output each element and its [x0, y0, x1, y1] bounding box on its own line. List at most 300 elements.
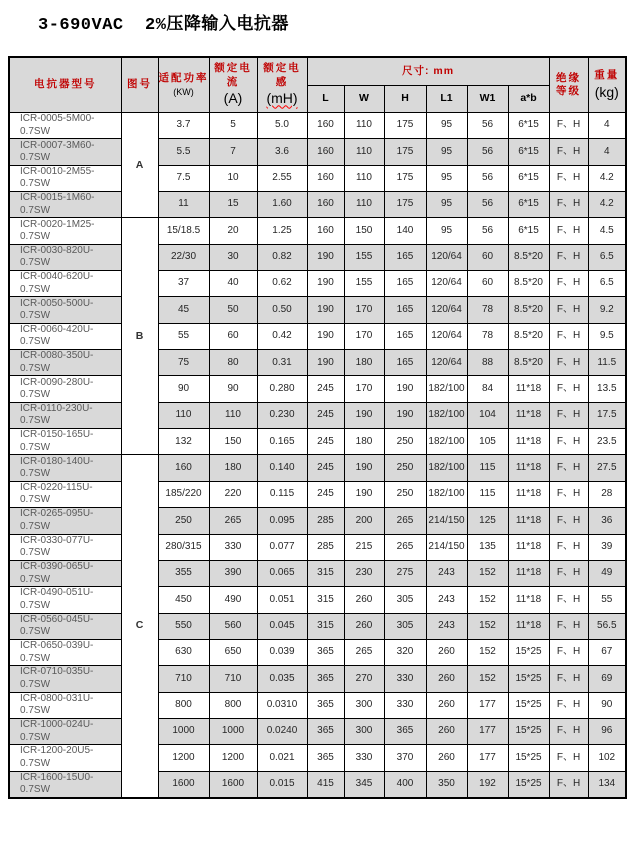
- dim-ab-cell: 11*18: [508, 560, 549, 586]
- dim-ab-cell: 15*25: [508, 745, 549, 771]
- power-cell: 710: [158, 666, 209, 692]
- weight-cell: 39: [588, 534, 626, 560]
- dim-l1-cell: 182/100: [426, 376, 467, 402]
- dim-w1-cell: 56: [467, 165, 508, 191]
- dim-l1-cell: 95: [426, 165, 467, 191]
- header-model: [9, 57, 121, 113]
- dim-l-cell: 315: [307, 560, 344, 586]
- current-cell: 150: [209, 429, 257, 455]
- dim-w-cell: 180: [344, 429, 384, 455]
- weight-cell: 102: [588, 745, 626, 771]
- header-dim-w: [344, 86, 384, 113]
- header-dimensions-label: 尺寸: mm: [401, 64, 455, 77]
- header-power-unit: (KW): [173, 87, 194, 98]
- inductance-cell: 0.140: [257, 455, 307, 481]
- current-cell: 650: [209, 639, 257, 665]
- model-cell: ICR-0180-140U-0.7SW: [9, 455, 121, 481]
- dim-w-cell: 170: [344, 297, 384, 323]
- insulation-cell: F、H: [549, 692, 588, 718]
- dim-ab-cell: 8.5*20: [508, 271, 549, 297]
- dim-l-cell: 315: [307, 587, 344, 613]
- weight-cell: 6.5: [588, 271, 626, 297]
- table-row: [9, 534, 626, 560]
- dim-l1-cell: 182/100: [426, 402, 467, 428]
- dim-h-cell: 175: [384, 139, 426, 165]
- header-dim-h-label: H: [401, 92, 409, 105]
- dim-h-cell: 265: [384, 508, 426, 534]
- dim-w1-cell: 177: [467, 718, 508, 744]
- current-cell: 560: [209, 613, 257, 639]
- current-cell: 1600: [209, 771, 257, 798]
- weight-cell: 11.5: [588, 350, 626, 376]
- inductance-cell: 3.6: [257, 139, 307, 165]
- insulation-cell: F、H: [549, 113, 588, 139]
- insulation-cell: F、H: [549, 244, 588, 270]
- inductance-cell: 0.045: [257, 613, 307, 639]
- inductance-cell: 0.039: [257, 639, 307, 665]
- header-current: [209, 57, 257, 113]
- weight-cell: 69: [588, 666, 626, 692]
- inductance-cell: 0.31: [257, 350, 307, 376]
- dim-h-cell: 330: [384, 692, 426, 718]
- header-figure: [121, 57, 158, 113]
- dim-l1-cell: 120/64: [426, 323, 467, 349]
- header-dim-l-label: L: [322, 92, 329, 105]
- header-insulation-line1: 绝缘: [556, 71, 582, 84]
- dim-h-cell: 165: [384, 244, 426, 270]
- dim-ab-cell: 8.5*20: [508, 244, 549, 270]
- weight-cell: 9.2: [588, 297, 626, 323]
- dim-w-cell: 215: [344, 534, 384, 560]
- dim-l1-cell: 120/64: [426, 297, 467, 323]
- inductance-cell: 0.015: [257, 771, 307, 798]
- header-weight-unit: (kg): [594, 83, 619, 100]
- dim-w1-cell: 56: [467, 218, 508, 244]
- header-weight-label: 重量: [594, 69, 620, 81]
- insulation-cell: F、H: [549, 481, 588, 507]
- inductance-cell: 1.25: [257, 218, 307, 244]
- table-row: [9, 718, 626, 744]
- weight-cell: 23.5: [588, 429, 626, 455]
- dim-l1-cell: 182/100: [426, 429, 467, 455]
- dim-l-cell: 365: [307, 745, 344, 771]
- header-power-label: 适配功率: [158, 71, 209, 84]
- dim-w-cell: 170: [344, 323, 384, 349]
- current-cell: 10: [209, 165, 257, 191]
- dim-w-cell: 150: [344, 218, 384, 244]
- current-cell: 1200: [209, 745, 257, 771]
- table-row: [9, 376, 626, 402]
- dim-h-cell: 190: [384, 376, 426, 402]
- model-cell: ICR-0710-035U-0.7SW: [9, 666, 121, 692]
- table-row: [9, 139, 626, 165]
- insulation-cell: F、H: [549, 323, 588, 349]
- insulation-cell: F、H: [549, 560, 588, 586]
- model-cell: ICR-0265-095U-0.7SW: [9, 508, 121, 534]
- dim-h-cell: 275: [384, 560, 426, 586]
- table-row: [9, 455, 626, 481]
- insulation-cell: F、H: [549, 165, 588, 191]
- table-row: [9, 402, 626, 428]
- model-cell: ICR-0005-5M00-0.7SW: [9, 113, 121, 139]
- inductance-cell: 2.55: [257, 165, 307, 191]
- insulation-cell: F、H: [549, 613, 588, 639]
- model-cell: ICR-0080-350U-0.7SW: [9, 350, 121, 376]
- power-cell: 45: [158, 297, 209, 323]
- table-row: [9, 481, 626, 507]
- dim-h-cell: 330: [384, 666, 426, 692]
- dim-h-cell: 320: [384, 639, 426, 665]
- model-cell: ICR-0030-820U-0.7SW: [9, 244, 121, 270]
- insulation-cell: F、H: [549, 218, 588, 244]
- dim-ab-cell: 8.5*20: [508, 323, 549, 349]
- dim-ab-cell: 11*18: [508, 587, 549, 613]
- dim-ab-cell: 11*18: [508, 376, 549, 402]
- dim-h-cell: 140: [384, 218, 426, 244]
- dim-h-cell: 400: [384, 771, 426, 798]
- power-cell: 630: [158, 639, 209, 665]
- dim-w-cell: 260: [344, 613, 384, 639]
- dim-w-cell: 155: [344, 244, 384, 270]
- dim-ab-cell: 15*25: [508, 692, 549, 718]
- current-cell: 30: [209, 244, 257, 270]
- dim-l1-cell: 120/64: [426, 350, 467, 376]
- insulation-cell: F、H: [549, 402, 588, 428]
- dim-h-cell: 250: [384, 481, 426, 507]
- insulation-cell: F、H: [549, 139, 588, 165]
- dim-ab-cell: 11*18: [508, 481, 549, 507]
- dim-w1-cell: 125: [467, 508, 508, 534]
- model-cell: ICR-0020-1M25-0.7SW: [9, 218, 121, 244]
- insulation-cell: F、H: [549, 455, 588, 481]
- power-cell: 185/220: [158, 481, 209, 507]
- power-cell: 280/315: [158, 534, 209, 560]
- dim-l1-cell: 214/150: [426, 508, 467, 534]
- dim-l-cell: 160: [307, 192, 344, 218]
- model-cell: ICR-0090-280U-0.7SW: [9, 376, 121, 402]
- table-row: [9, 323, 626, 349]
- weight-cell: 13.5: [588, 376, 626, 402]
- dim-h-cell: 305: [384, 587, 426, 613]
- current-cell: 490: [209, 587, 257, 613]
- dim-ab-cell: 6*15: [508, 113, 549, 139]
- dim-ab-cell: 8.5*20: [508, 350, 549, 376]
- power-cell: 15/18.5: [158, 218, 209, 244]
- model-cell: ICR-0015-1M60-0.7SW: [9, 192, 121, 218]
- current-cell: 50: [209, 297, 257, 323]
- weight-cell: 67: [588, 639, 626, 665]
- dim-w1-cell: 56: [467, 139, 508, 165]
- power-cell: 110: [158, 402, 209, 428]
- dim-w-cell: 190: [344, 455, 384, 481]
- dim-w-cell: 230: [344, 560, 384, 586]
- weight-cell: 28: [588, 481, 626, 507]
- header-dim-h: [384, 86, 426, 113]
- power-cell: 37: [158, 271, 209, 297]
- dim-ab-cell: 15*25: [508, 718, 549, 744]
- dim-l-cell: 245: [307, 481, 344, 507]
- spec-table-body: [9, 113, 626, 798]
- dim-h-cell: 250: [384, 429, 426, 455]
- inductance-cell: 0.0240: [257, 718, 307, 744]
- current-cell: 220: [209, 481, 257, 507]
- dim-w1-cell: 152: [467, 639, 508, 665]
- header-dim-w1: [467, 86, 508, 113]
- header-dim-l1: [426, 86, 467, 113]
- dim-ab-cell: 11*18: [508, 429, 549, 455]
- table-row: [9, 692, 626, 718]
- inductance-cell: 0.280: [257, 376, 307, 402]
- power-cell: 3.7: [158, 113, 209, 139]
- dim-ab-cell: 6*15: [508, 218, 549, 244]
- header-dim-ab: [508, 86, 549, 113]
- table-row: [9, 666, 626, 692]
- weight-cell: 4: [588, 139, 626, 165]
- weight-cell: 27.5: [588, 455, 626, 481]
- inductance-cell: 0.230: [257, 402, 307, 428]
- power-cell: 5.5: [158, 139, 209, 165]
- insulation-cell: F、H: [549, 192, 588, 218]
- dim-w-cell: 155: [344, 271, 384, 297]
- insulation-cell: F、H: [549, 587, 588, 613]
- table-row: [9, 218, 626, 244]
- insulation-cell: F、H: [549, 350, 588, 376]
- inductance-cell: 0.077: [257, 534, 307, 560]
- header-insulation-line2: 等级: [556, 85, 582, 97]
- figure-group-cell: A: [121, 113, 158, 218]
- inductance-cell: 0.021: [257, 745, 307, 771]
- header-power: [158, 57, 209, 113]
- dim-w-cell: 170: [344, 376, 384, 402]
- current-cell: 110: [209, 402, 257, 428]
- current-cell: 800: [209, 692, 257, 718]
- current-cell: 60: [209, 323, 257, 349]
- dim-h-cell: 175: [384, 192, 426, 218]
- model-cell: ICR-0330-077U-0.7SW: [9, 534, 121, 560]
- power-cell: 11: [158, 192, 209, 218]
- table-row: [9, 771, 626, 798]
- dim-ab-cell: 15*25: [508, 771, 549, 798]
- insulation-cell: F、H: [549, 745, 588, 771]
- header-inductance-label: 额定电感: [263, 62, 301, 88]
- dim-w1-cell: 56: [467, 192, 508, 218]
- inductance-cell: 0.42: [257, 323, 307, 349]
- dim-l-cell: 365: [307, 692, 344, 718]
- inductance-cell: 0.82: [257, 244, 307, 270]
- dim-w1-cell: 78: [467, 323, 508, 349]
- dim-l-cell: 365: [307, 639, 344, 665]
- dim-w1-cell: 104: [467, 402, 508, 428]
- dim-w1-cell: 152: [467, 613, 508, 639]
- dim-l-cell: 190: [307, 297, 344, 323]
- current-cell: 5: [209, 113, 257, 139]
- dim-w1-cell: 60: [467, 271, 508, 297]
- dim-w1-cell: 177: [467, 745, 508, 771]
- dim-l-cell: 160: [307, 139, 344, 165]
- power-cell: 75: [158, 350, 209, 376]
- model-cell: ICR-0110-230U-0.7SW: [9, 402, 121, 428]
- header-dim-l1-label: L1: [440, 92, 453, 105]
- table-row: [9, 508, 626, 534]
- model-cell: ICR-0060-420U-0.7SW: [9, 323, 121, 349]
- dim-h-cell: 165: [384, 350, 426, 376]
- insulation-cell: F、H: [549, 771, 588, 798]
- dim-l1-cell: 260: [426, 718, 467, 744]
- insulation-cell: F、H: [549, 271, 588, 297]
- dim-l1-cell: 214/150: [426, 534, 467, 560]
- dim-l-cell: 245: [307, 376, 344, 402]
- dim-l1-cell: 95: [426, 139, 467, 165]
- power-cell: 160: [158, 455, 209, 481]
- dim-w1-cell: 60: [467, 244, 508, 270]
- dim-w1-cell: 152: [467, 587, 508, 613]
- weight-cell: 90: [588, 692, 626, 718]
- table-row: [9, 429, 626, 455]
- dim-w-cell: 180: [344, 350, 384, 376]
- dim-h-cell: 190: [384, 402, 426, 428]
- weight-cell: 4.2: [588, 192, 626, 218]
- power-cell: 1600: [158, 771, 209, 798]
- dim-w-cell: 190: [344, 402, 384, 428]
- table-header: [9, 57, 626, 113]
- header-inductance: [257, 57, 307, 113]
- header-model-label: 电抗器型号: [34, 78, 97, 91]
- dim-ab-cell: 6*15: [508, 165, 549, 191]
- header-insulation: [549, 57, 588, 113]
- weight-cell: 4: [588, 113, 626, 139]
- dim-l-cell: 245: [307, 455, 344, 481]
- header-dim-w1-label: W1: [479, 92, 496, 105]
- current-cell: 1000: [209, 718, 257, 744]
- inductance-cell: 0.0310: [257, 692, 307, 718]
- table-row: [9, 560, 626, 586]
- current-cell: 180: [209, 455, 257, 481]
- dim-w1-cell: 115: [467, 481, 508, 507]
- model-cell: ICR-0650-039U-0.7SW: [9, 639, 121, 665]
- table-row: [9, 587, 626, 613]
- dim-l1-cell: 260: [426, 745, 467, 771]
- model-cell: ICR-0007-3M60-0.7SW: [9, 139, 121, 165]
- model-cell: ICR-0220-115U-0.7SW: [9, 481, 121, 507]
- table-row: [9, 244, 626, 270]
- dim-l1-cell: 182/100: [426, 481, 467, 507]
- dim-l-cell: 415: [307, 771, 344, 798]
- current-cell: 15: [209, 192, 257, 218]
- current-cell: 390: [209, 560, 257, 586]
- dim-l1-cell: 243: [426, 613, 467, 639]
- inductance-cell: 5.0: [257, 113, 307, 139]
- insulation-cell: F、H: [549, 429, 588, 455]
- dim-ab-cell: 11*18: [508, 508, 549, 534]
- weight-cell: 49: [588, 560, 626, 586]
- dim-l1-cell: 260: [426, 639, 467, 665]
- dim-l1-cell: 120/64: [426, 244, 467, 270]
- current-cell: 40: [209, 271, 257, 297]
- dim-ab-cell: 8.5*20: [508, 297, 549, 323]
- power-cell: 550: [158, 613, 209, 639]
- header-dim-l: [307, 86, 344, 113]
- reactor-spec-table: [8, 56, 627, 799]
- power-cell: 250: [158, 508, 209, 534]
- model-cell: ICR-0390-065U-0.7SW: [9, 560, 121, 586]
- dim-h-cell: 265: [384, 534, 426, 560]
- header-current-unit: (A): [223, 90, 243, 107]
- weight-cell: 6.5: [588, 244, 626, 270]
- dim-l-cell: 190: [307, 350, 344, 376]
- dim-l1-cell: 120/64: [426, 271, 467, 297]
- dim-w-cell: 300: [344, 692, 384, 718]
- table-row: [9, 297, 626, 323]
- model-cell: ICR-0560-045U-0.7SW: [9, 613, 121, 639]
- weight-cell: 56.5: [588, 613, 626, 639]
- inductance-cell: 0.051: [257, 587, 307, 613]
- model-cell: ICR-0050-500U-0.7SW: [9, 297, 121, 323]
- inductance-cell: 0.035: [257, 666, 307, 692]
- page-title: 3-690VAC 2%压降输入电抗器: [38, 16, 289, 35]
- dim-l-cell: 365: [307, 718, 344, 744]
- header-inductance-unit: (mH): [266, 90, 298, 107]
- dim-ab-cell: 15*25: [508, 639, 549, 665]
- dim-l1-cell: 260: [426, 666, 467, 692]
- dim-h-cell: 165: [384, 323, 426, 349]
- dim-l-cell: 285: [307, 508, 344, 534]
- power-cell: 55: [158, 323, 209, 349]
- dim-w1-cell: 88: [467, 350, 508, 376]
- dim-l-cell: 365: [307, 666, 344, 692]
- weight-cell: 9.5: [588, 323, 626, 349]
- inductance-cell: 0.065: [257, 560, 307, 586]
- insulation-cell: F、H: [549, 508, 588, 534]
- power-cell: 22/30: [158, 244, 209, 270]
- dim-ab-cell: 11*18: [508, 402, 549, 428]
- dim-h-cell: 305: [384, 613, 426, 639]
- model-cell: ICR-0150-165U-0.7SW: [9, 429, 121, 455]
- dim-w1-cell: 152: [467, 666, 508, 692]
- table-row: [9, 113, 626, 139]
- table-row: [9, 350, 626, 376]
- dim-w-cell: 265: [344, 639, 384, 665]
- dim-l-cell: 285: [307, 534, 344, 560]
- weight-cell: 55: [588, 587, 626, 613]
- inductance-cell: 0.62: [257, 271, 307, 297]
- table-row: [9, 192, 626, 218]
- dim-w1-cell: 152: [467, 560, 508, 586]
- weight-cell: 4.5: [588, 218, 626, 244]
- dim-l-cell: 190: [307, 271, 344, 297]
- inductance-cell: 0.095: [257, 508, 307, 534]
- figure-group-cell: C: [121, 455, 158, 798]
- dim-w-cell: 110: [344, 165, 384, 191]
- dim-w-cell: 110: [344, 192, 384, 218]
- dim-l-cell: 190: [307, 323, 344, 349]
- dim-h-cell: 370: [384, 745, 426, 771]
- inductance-cell: 0.115: [257, 481, 307, 507]
- model-cell: ICR-0800-031U-0.7SW: [9, 692, 121, 718]
- current-cell: 90: [209, 376, 257, 402]
- dim-w-cell: 300: [344, 718, 384, 744]
- dim-ab-cell: 11*18: [508, 534, 549, 560]
- dim-ab-cell: 11*18: [508, 613, 549, 639]
- power-cell: 1200: [158, 745, 209, 771]
- dim-l-cell: 160: [307, 165, 344, 191]
- weight-cell: 36: [588, 508, 626, 534]
- model-cell: ICR-0040-620U-0.7SW: [9, 271, 121, 297]
- dim-l-cell: 190: [307, 244, 344, 270]
- table-row: [9, 613, 626, 639]
- dim-w1-cell: 177: [467, 692, 508, 718]
- dim-l1-cell: 95: [426, 113, 467, 139]
- dim-l-cell: 315: [307, 613, 344, 639]
